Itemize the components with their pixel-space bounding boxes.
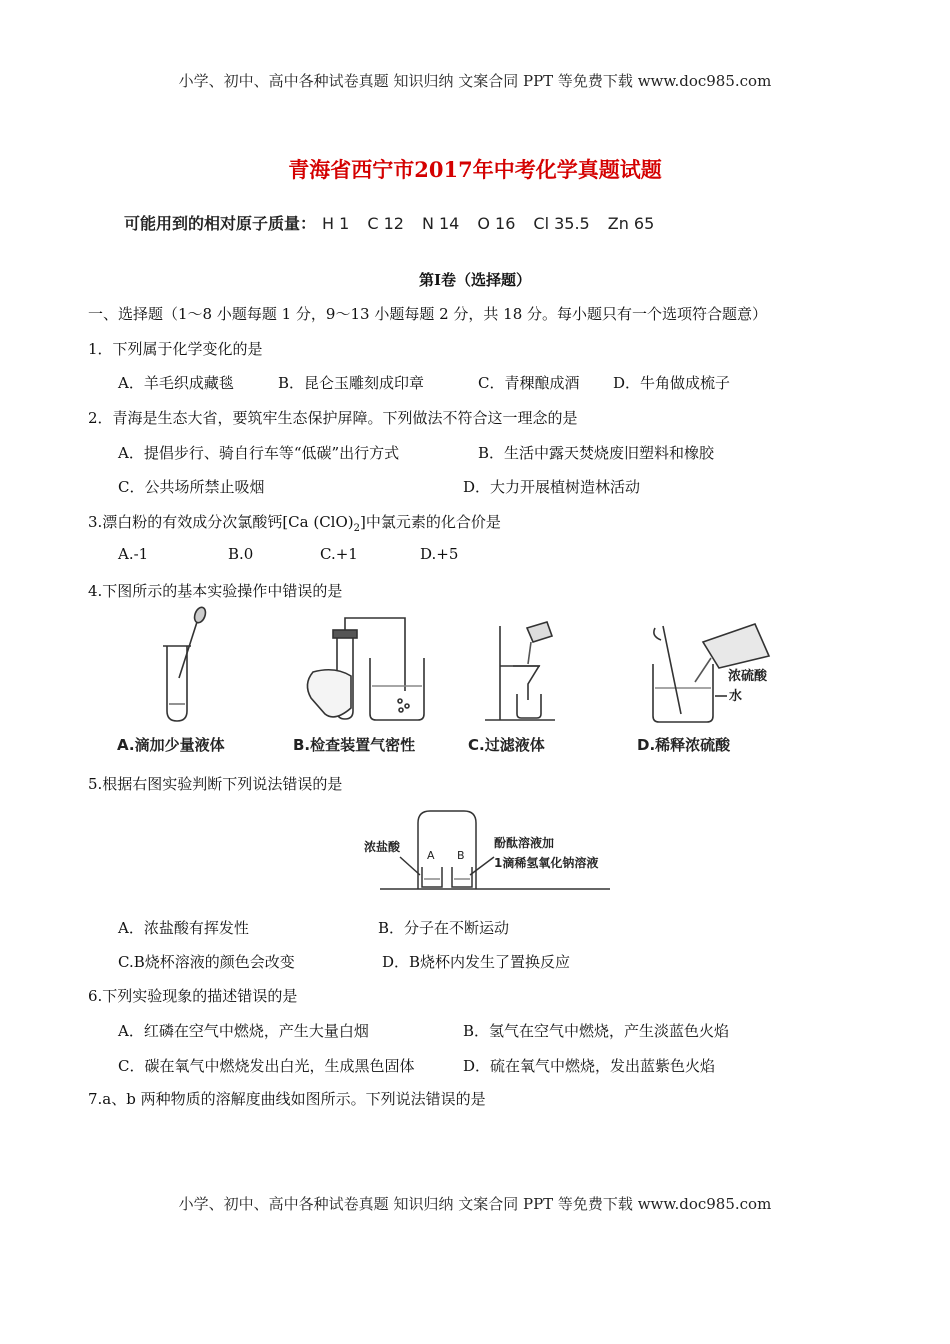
label-naoh: 1滴稀氢氧化钠溶液 [494,856,599,870]
q2-option-a: A．提倡步行、骑自行车等“低碳”出行方式 [118,444,400,462]
atomic-masses [124,211,672,234]
q5-figure [360,805,620,897]
q6-option-b: B．氢气在空气中燃烧，产生淡蓝色火焰 [463,1022,730,1040]
q1-stem: 1．下列属于化学变化的是 [88,340,263,358]
mass-item: H 1 [322,214,350,233]
label-beaker-b: B [457,849,465,862]
page-header: 小学、初中、高中各种试卷真题 知识归纳 文案合同 PPT 等免费下载 www.doc985.com [178,72,772,90]
q1-option-b: B．昆仑玉雕刻成印章 [278,374,425,392]
instructions: 一、选择题（1～8 小题每题 1 分，9～13 小题每题 2 分，共 18 分。每小题只有一个选项符合题意） [88,305,768,323]
q3-stem [88,511,501,534]
section-title: 第Ⅰ卷（选择题） [418,271,532,289]
label-water: 水 [729,689,743,704]
q4-caption-d: D.稀释浓硫酸 [637,736,731,754]
filtration-drawing [485,622,555,720]
page-footer: 小学、初中、高中各种试卷真题 知识归纳 文案合同 PPT 等免费下载 www.doc985.com [178,1195,772,1213]
q6-stem: 6.下列实验现象的描述错误的是 [88,987,298,1005]
mass-item: Cl 35.5 [533,214,590,233]
q1-option-d: D．牛角做成梳子 [613,374,731,392]
q1-option-a: A．羊毛织成藏毯 [118,374,234,392]
mass-item: O 16 [477,214,516,233]
beaker-a [422,867,442,887]
q7-stem: 7.a、b 两种物质的溶解度曲线如图所示。下列说法错误的是 [88,1090,486,1108]
q6-option-c: C．碳在氧气中燃烧发出白光，生成黑色固体 [118,1057,415,1075]
q3-option-c: C.+1 [320,545,358,563]
q2-option-b: B．生活中露天焚烧废旧塑料和橡胶 [478,444,715,462]
q6-option-a: A．红磷在空气中燃烧，产生大量白烟 [118,1022,369,1040]
q5-option-a: A．浓盐酸有挥发性 [118,919,249,937]
dropper-test-tube-drawing [163,606,207,721]
q4-caption-a: A.滴加少量液体 [117,736,225,754]
label-phenolphthalein: 酚酞溶液加 [494,836,555,850]
q5-option-b: B．分子在不断运动 [378,919,510,937]
q5-stem: 5.根据右图实验判断下列说法错误的是 [88,775,343,793]
airtightness-check-drawing [307,618,424,720]
q1-option-c: C．青稞酿成酒 [478,374,580,392]
label-conc-hcl: 浓盐酸 [364,840,401,854]
q4-caption-b: B.检查装置气密性 [293,736,416,754]
mass-item: C 12 [367,214,404,233]
q3-stem-sub: 2 [353,523,361,534]
mass-item: N 14 [421,214,460,233]
q3-stem-b: ]中氯元素的化合价是 [360,513,501,531]
q2-option-c: C．公共场所禁止吸烟 [118,478,265,496]
q5-option-c: C.B烧杯溶液的颜色会改变 [118,953,295,971]
beaker-b [452,867,472,887]
q4-caption-c: C.过滤液体 [468,736,545,754]
q3-option-d: D.+5 [420,545,459,563]
q4-stem: 4.下图所示的基本实验操作中错误的是 [88,582,343,600]
label-conc-acid: 浓硫酸 [728,669,768,684]
q2-option-d: D．大力开展植树造林活动 [463,478,641,496]
page-title: 青海省西宁市2017年中考化学真题试题 [288,157,662,182]
q6-option-d: D．硫在氧气中燃烧，发出蓝紫色火焰 [463,1057,716,1075]
mass-item: Zn 65 [607,214,655,233]
q5-option-d: D．B烧杯内发生了置换反应 [382,953,571,971]
q3-option-b: B.0 [228,545,254,563]
atomic-masses-label: 可能用到的相对原子质量： [124,214,317,233]
label-beaker-a: A [427,849,435,862]
q3-option-a: A.-1 [118,545,149,563]
q2-stem: 2．青海是生态大省，要筑牢生态保护屏障。下列做法不符合这一理念的是 [88,409,578,427]
q3-stem-a: 3.漂白粉的有效成分次氯酸钙[Ca (ClO) [88,513,354,531]
